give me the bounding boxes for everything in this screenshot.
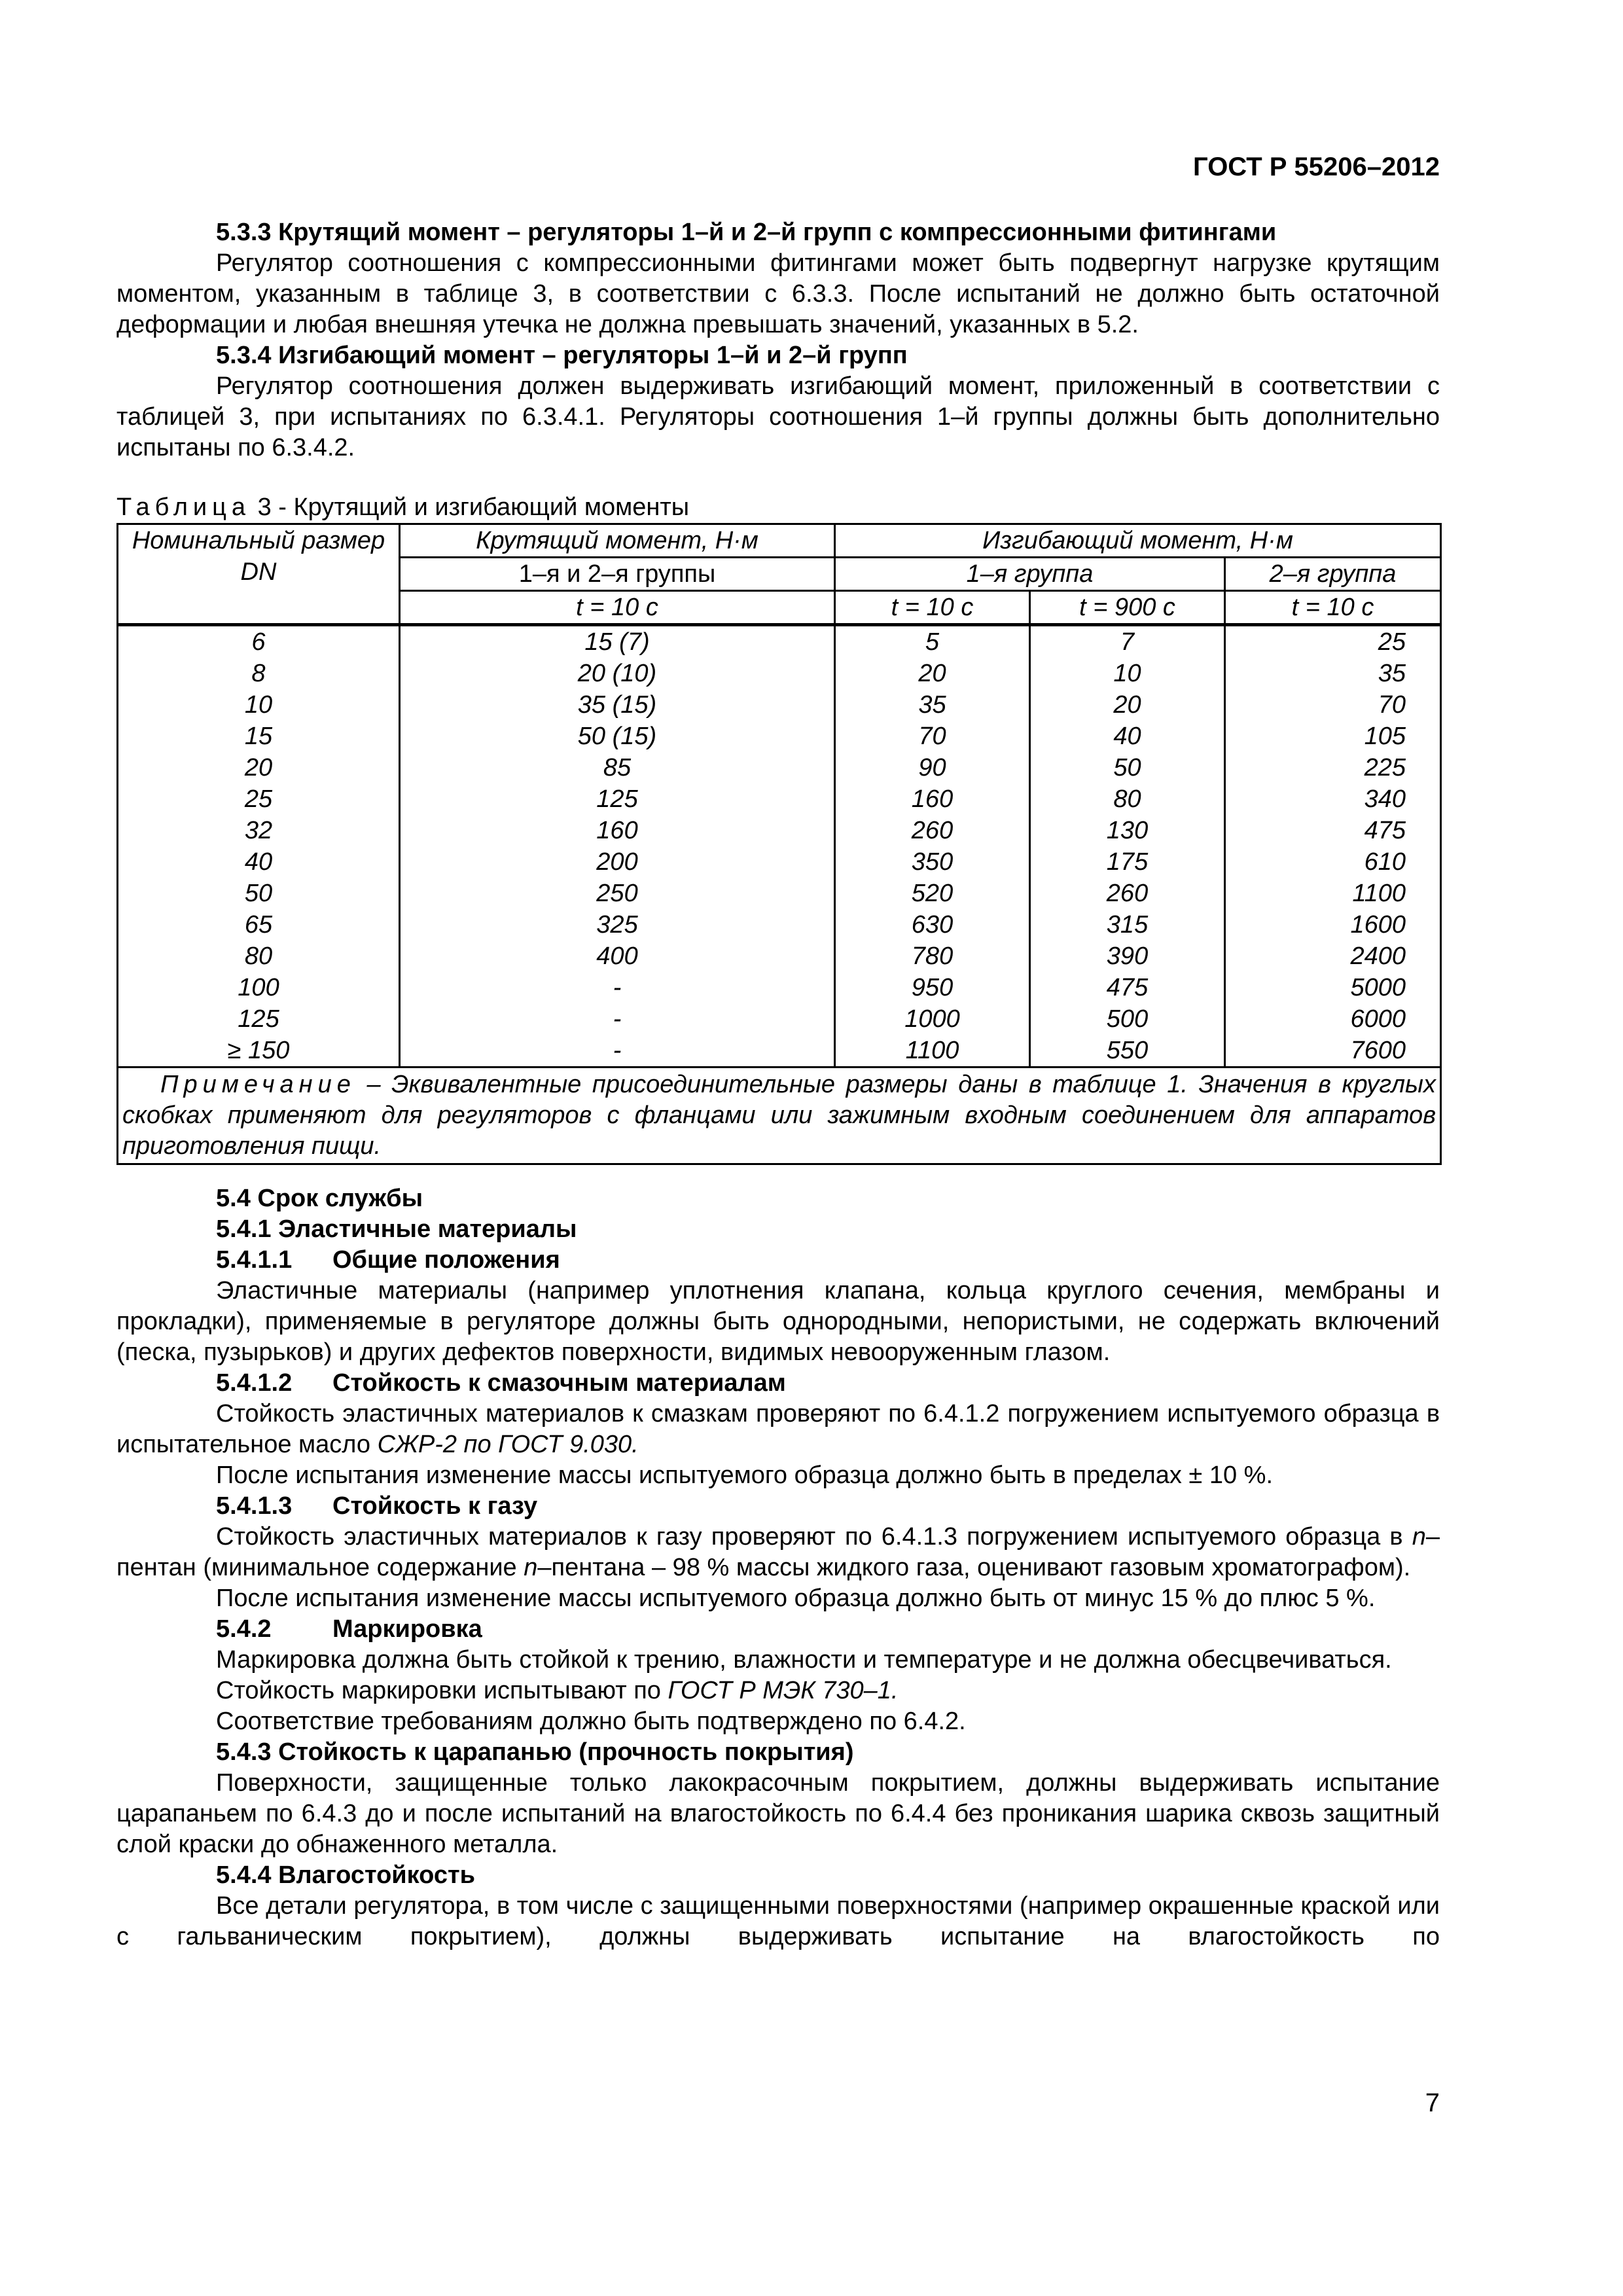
cell-g1-t10: 90 — [835, 752, 1030, 783]
cell-torque-t10: - — [400, 1003, 835, 1035]
section-5-3-4-title: 5.3.4 Изгибающий момент – регуляторы 1–й и 2–й групп — [216, 342, 908, 369]
cell-g1-t10: 70 — [835, 721, 1030, 752]
cell-g1-t900: 315 — [1030, 909, 1225, 941]
section-5-4-1-1-text: Эластичные материалы (например уплотнения клапана, кольца круглого сечения, мембраны и прокладки), применяемые в регуляторе должны быть однородными, непористыми, не содержать включений (песка, пузырьков) и других дефектов поверхности, видимых невооруженным глазом. — [116, 1277, 1440, 1366]
section-5-4-4-title: 5.4.4 Влагостойкость — [216, 1861, 475, 1889]
cell-g1-t900: 7 — [1030, 625, 1225, 658]
section-5-4-2-title: 5.4.2 Маркировка — [216, 1615, 482, 1643]
cell-g2-t10: 35 — [1225, 658, 1441, 689]
cell-dn: 65 — [118, 909, 400, 941]
cell-dn: 8 — [118, 658, 400, 689]
cell-g1-t10: 35 — [835, 689, 1030, 721]
table-row — [118, 752, 1441, 783]
cell-torque-t10: 400 — [400, 941, 835, 972]
table-caption — [116, 492, 1440, 523]
cell-g1-t900: 40 — [1030, 721, 1225, 752]
header-group-2: 2–я группа — [1225, 558, 1441, 591]
cell-g1-t900: 20 — [1030, 689, 1225, 721]
table-row — [118, 689, 1441, 721]
torque-bending-table — [116, 523, 1442, 1165]
cell-g1-t10: 520 — [835, 878, 1030, 909]
cell-g2-t10: 340 — [1225, 783, 1441, 815]
cell-g1-t10: 950 — [835, 972, 1030, 1003]
cell-torque-t10: 35 (15) — [400, 689, 835, 721]
section-5-4-1-3-title: 5.4.1.3 Стойкость к газу — [216, 1492, 538, 1520]
cell-g1-t900: 390 — [1030, 941, 1225, 972]
section-5-4-3-title: 5.4.3 Стойкость к царапанью (прочность покрытия) — [216, 1738, 854, 1766]
cell-dn: 32 — [118, 815, 400, 846]
page-number: 7 — [1425, 2089, 1440, 2117]
page-content — [116, 217, 1440, 1952]
cell-g1-t10: 780 — [835, 941, 1030, 972]
cell-g1-t900: 550 — [1030, 1035, 1225, 1067]
cell-g1-t900: 130 — [1030, 815, 1225, 846]
section-5-4-title: 5.4 Срок службы — [216, 1185, 423, 1212]
cell-torque-t10: 325 — [400, 909, 835, 941]
cell-dn: 40 — [118, 846, 400, 878]
table-note-text: – Эквивалентные присоединительные размеры даны в таблице 1. Значения в круглых скобках применяют для регуляторов с фланцами или зажимным входным соединением для аппаратов приготовления пищи. — [122, 1071, 1436, 1160]
table-row — [118, 783, 1441, 815]
section-5-4-1-2-text-b: После испытания изменение массы испытуемого образца должно быть в пределах ± 10 %. — [216, 1462, 1274, 1489]
cell-g2-t10: 1600 — [1225, 909, 1441, 941]
header-torque-t10: t = 10 с — [400, 591, 835, 625]
section-5-4-1-2-text-a: Стойкость эластичных материалов к смазкам проверяют по 6.4.1.2 погружением испытуемого образца в испытательное масло СЖР-2 по ГОСТ 9.030. — [116, 1400, 1440, 1458]
section-5-4-1-3-text-a: Стойкость эластичных материалов к газу проверяют по 6.4.1.3 погружением испытуемого образца в n–пентан (минимальное содержание n–пентана – 98 % массы жидкого газа, оценивают газовым хроматографом). — [116, 1523, 1440, 1581]
table-row — [118, 941, 1441, 972]
cell-torque-t10: 200 — [400, 846, 835, 878]
table-caption-word: Таблица — [116, 493, 251, 521]
header-group-1: 1–я группа — [835, 558, 1225, 591]
cell-g1-t900: 80 — [1030, 783, 1225, 815]
cell-g2-t10: 1100 — [1225, 878, 1441, 909]
cell-dn: 10 — [118, 689, 400, 721]
table-row — [118, 878, 1441, 909]
cell-g2-t10: 25 — [1225, 625, 1441, 658]
cell-g2-t10: 225 — [1225, 752, 1441, 783]
cell-torque-t10: 125 — [400, 783, 835, 815]
cell-g1-t10: 260 — [835, 815, 1030, 846]
cell-torque-t10: - — [400, 1035, 835, 1067]
section-5-4-2-text-a: Маркировка должна быть стойкой к трению, влажности и температуре и не должна обесцвечиваться. — [216, 1646, 1392, 1674]
cell-torque-t10: 15 (7) — [400, 625, 835, 658]
header-g1-t10: t = 10 с — [835, 591, 1030, 625]
table-body — [118, 625, 1441, 1067]
table-row — [118, 721, 1441, 752]
cell-g1-t10: 350 — [835, 846, 1030, 878]
header-g2-t10: t = 10 с — [1225, 591, 1441, 625]
table-row — [118, 625, 1441, 658]
cell-g1-t900: 475 — [1030, 972, 1225, 1003]
header-torque: Крутящий момент, Н·м — [400, 524, 835, 558]
cell-dn: 125 — [118, 1003, 400, 1035]
table-row — [118, 658, 1441, 689]
cell-dn: 15 — [118, 721, 400, 752]
header-torque-groups: 1–я и 2–я группы — [400, 558, 835, 591]
table-note-label: Примечание — [160, 1071, 356, 1098]
cell-g2-t10: 105 — [1225, 721, 1441, 752]
cell-g1-t10: 1100 — [835, 1035, 1030, 1067]
cell-dn: 80 — [118, 941, 400, 972]
section-5-4-1-3-text-b: После испытания изменение массы испытуемого образца должно быть от минус 15 % до плюс 5 %. — [216, 1585, 1376, 1612]
section-5-3-3-text: Регулятор соотношения с компрессионными фитингами может быть подвергнут нагрузке крутящим моментом, указанным в таблице 3, в соответствии с 6.3.3. После испытаний не должно быть остаточной деформации и любая внешняя утечка не должна превышать значений, указанных в 5.2. — [116, 249, 1440, 338]
cell-g1-t900: 50 — [1030, 752, 1225, 783]
cell-dn: 50 — [118, 878, 400, 909]
table-row — [118, 909, 1441, 941]
section-5-3-3-title: 5.3.3 Крутящий момент – регуляторы 1–й и 2–й групп с компрессионными фитингами — [216, 219, 1277, 246]
cell-g2-t10: 610 — [1225, 846, 1441, 878]
table-row — [118, 972, 1441, 1003]
table-note — [118, 1067, 1441, 1164]
cell-dn: 20 — [118, 752, 400, 783]
section-5-4-1-1-title: 5.4.1.1 Общие положения — [216, 1246, 560, 1274]
cell-g2-t10: 7600 — [1225, 1035, 1441, 1067]
table-row — [118, 1003, 1441, 1035]
document-header: ГОСТ Р 55206–2012 — [1193, 152, 1440, 181]
section-5-4-2-text-c: Соответствие требованиям должно быть подтверждено по 6.4.2. — [216, 1708, 966, 1735]
cell-g1-t10: 1000 — [835, 1003, 1030, 1035]
cell-g2-t10: 70 — [1225, 689, 1441, 721]
cell-g2-t10: 475 — [1225, 815, 1441, 846]
cell-dn: ≥ 150 — [118, 1035, 400, 1067]
cell-g2-t10: 2400 — [1225, 941, 1441, 972]
cell-g1-t900: 175 — [1030, 846, 1225, 878]
cell-g1-t900: 260 — [1030, 878, 1225, 909]
cell-torque-t10: 85 — [400, 752, 835, 783]
cell-g1-t900: 500 — [1030, 1003, 1225, 1035]
cell-torque-t10: - — [400, 972, 835, 1003]
table-row — [118, 815, 1441, 846]
header-dn: Номинальный размер DN — [118, 524, 400, 625]
cell-g1-t10: 20 — [835, 658, 1030, 689]
cell-g1-t10: 5 — [835, 625, 1030, 658]
cell-g2-t10: 6000 — [1225, 1003, 1441, 1035]
section-5-4-1-2-title: 5.4.1.2 Стойкость к смазочным материалам — [216, 1369, 786, 1397]
section-5-4-2-text-b: Стойкость маркировки испытывают по ГОСТ Р МЭК 730–1. — [216, 1677, 899, 1704]
table-caption-text: 3 - Крутящий и изгибающий моменты — [257, 493, 690, 521]
header-g1-t900: t = 900 с — [1030, 591, 1225, 625]
cell-dn: 100 — [118, 972, 400, 1003]
section-5-3-4-text: Регулятор соотношения должен выдерживать изгибающий момент, приложенный в соответствии с таблицей 3, при испытаниях по 6.3.4.1. Регуляторы соотношения 1–й группы должны быть дополнительно испытаны по 6.3.4.2. — [116, 372, 1440, 461]
cell-torque-t10: 160 — [400, 815, 835, 846]
table-row — [118, 846, 1441, 878]
table-row — [118, 1035, 1441, 1067]
cell-torque-t10: 250 — [400, 878, 835, 909]
cell-torque-t10: 20 (10) — [400, 658, 835, 689]
cell-g1-t10: 160 — [835, 783, 1030, 815]
cell-g2-t10: 5000 — [1225, 972, 1441, 1003]
cell-g1-t10: 630 — [835, 909, 1030, 941]
section-5-4-3-text: Поверхности, защищенные только лакокрасочным покрытием, должны выдерживать испытание царапаньем по 6.4.3 до и после испытаний на влагостойкость по 6.4.4 без проникания шарика сквозь защитный слой краски до обнаженного металла. — [116, 1769, 1440, 1858]
section-5-4-4-text: Все детали регулятора, в том числе с защищенными поверхностями (например окрашенные краской или с гальваническим покрытием), должны выдерживать испытание на влагостойкость по — [116, 1892, 1440, 1950]
cell-dn: 6 — [118, 625, 400, 658]
cell-dn: 25 — [118, 783, 400, 815]
cell-torque-t10: 50 (15) — [400, 721, 835, 752]
section-5-4-1-title: 5.4.1 Эластичные материалы — [216, 1215, 577, 1243]
cell-g1-t900: 10 — [1030, 658, 1225, 689]
header-bending: Изгибающий момент, Н·м — [835, 524, 1441, 558]
